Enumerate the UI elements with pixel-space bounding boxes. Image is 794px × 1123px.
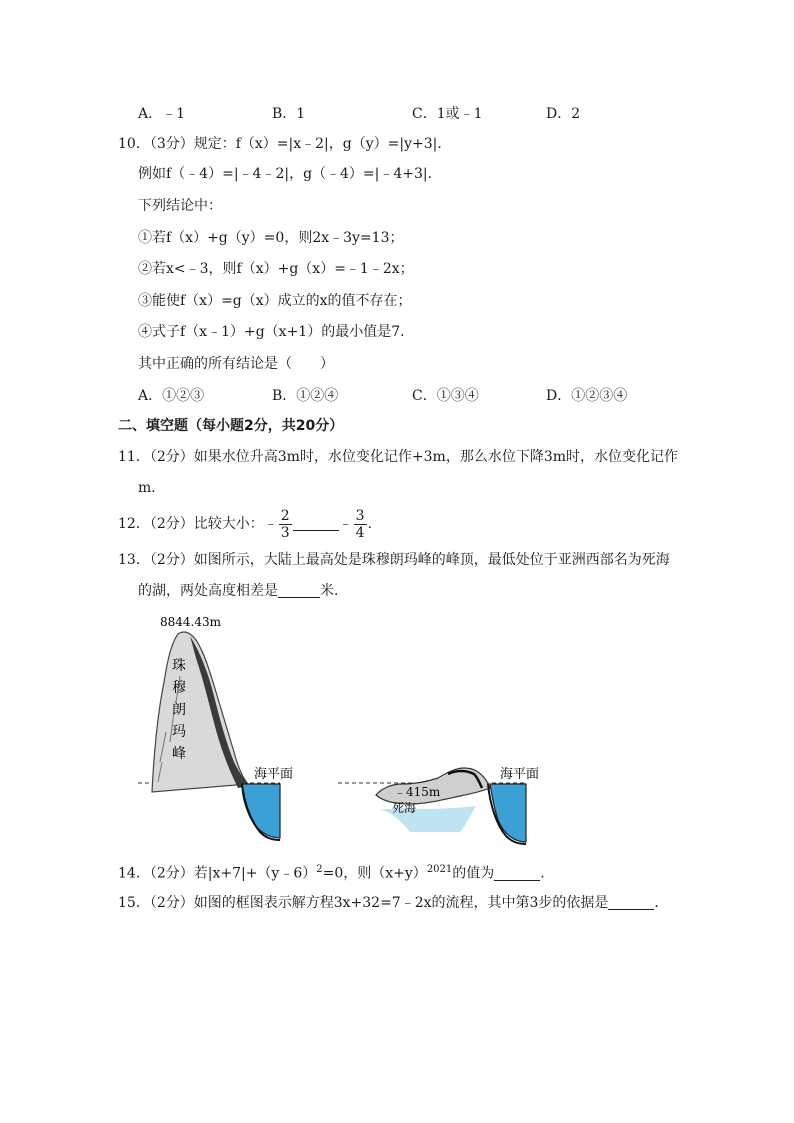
q13-text: 的湖，两处高度相差是 — [138, 583, 278, 599]
q14-exponent-1: 2 — [316, 864, 323, 875]
q14-stem — [118, 860, 554, 884]
right-water — [490, 784, 526, 842]
mountain-name-char-1: 珠 — [172, 658, 186, 674]
q9-option-d: D．2 — [546, 106, 581, 122]
sea-level-label-left: 海平面 — [254, 767, 294, 782]
q12-minus: ﹣ — [338, 516, 353, 532]
q10-question: 其中正确的所有结论是（ ） — [138, 356, 334, 372]
q12-suffix: ． — [367, 516, 382, 532]
q13-unit: 米． — [320, 583, 348, 599]
mountain-name-char-3: 朗 — [172, 702, 186, 718]
elevation-figure — [130, 612, 540, 848]
mountain-name-char-2: 穆 — [172, 680, 186, 696]
q14-end: ． — [540, 865, 555, 882]
q12-fraction-2-numerator: 3 — [355, 507, 365, 524]
q10-statement-4: ④式子f（x﹣1）+g（x+1）的最小值是7． — [138, 324, 415, 340]
q13-line2 — [138, 581, 348, 601]
q10-option-a: A．①②③ — [138, 388, 205, 404]
sea-level-label-right: 海平面 — [500, 767, 540, 782]
q15-text: 15．（2分）如图的框图表示解方程3x+32=7﹣2x的流程，其中第3步的依据是 — [118, 895, 609, 911]
q12-stem — [118, 506, 382, 542]
q10-statement-3: ③能使f（x）=g（x）成立的x的值不存在； — [138, 293, 412, 309]
q14-answer-blank[interactable] — [494, 866, 540, 881]
mountain-name-char-4: 玛 — [172, 724, 186, 740]
q10-option-d: D．①②③④ — [546, 388, 628, 404]
q15-end: ． — [654, 895, 669, 911]
q13-answer-blank[interactable] — [278, 583, 320, 598]
q11-unit: m． — [138, 480, 166, 496]
q12-fraction-2-denominator: 4 — [355, 524, 365, 541]
section-heading: 二、填空题（每小题2分，共20分） — [118, 418, 344, 434]
q9-option-c: C．1或﹣1 — [412, 106, 483, 122]
dead-sea-label: 死海 — [392, 801, 417, 815]
mountain-name-char-5: 峰 — [172, 746, 186, 762]
q10-statement-1: ①若f（x）+g（y）=0，则2x﹣3y=13； — [138, 230, 404, 246]
q14-text-1: 14．（2分）若|x+7|+（y﹣6） — [118, 865, 317, 882]
q14-text-2: =0，则（x+y） — [322, 865, 427, 882]
q11-stem: 11．（2分）如果水位升高3m时，水位变化记作+3m，那么水位下降3m时，水位变化记作 — [118, 449, 678, 465]
q14-text-3: 的值为 — [452, 865, 495, 882]
peak-height-label: 8844.43m — [160, 615, 222, 629]
elevation-illustration — [130, 612, 540, 848]
dead-sea-depth-label: ﹣415m — [394, 785, 441, 799]
q12-fraction-1 — [279, 508, 292, 541]
q9-option-a: A．﹣1 — [138, 106, 186, 122]
q10-statement-2: ②若x<﹣3，则f（x）+g（x）=﹣1﹣2x； — [138, 261, 414, 277]
q10-option-c: C．①③④ — [412, 388, 479, 404]
q14-exponent-2: 2021 — [426, 864, 453, 875]
q12-answer-blank[interactable] — [293, 516, 339, 531]
q10-conclusions-intro: 下列结论中： — [138, 198, 222, 214]
q10-example: 例如f（﹣4）=|﹣4﹣2|，g（﹣4）=|﹣4+3|． — [138, 166, 442, 182]
q12-fraction-1-denominator: 3 — [280, 524, 290, 541]
q15-stem — [118, 893, 668, 913]
q12-prefix: 12．（2分）比较大小：﹣ — [118, 516, 278, 532]
q9-option-b: B．1 — [272, 106, 306, 122]
q12-fraction-2 — [354, 508, 367, 541]
q10-stem: 10．（3分）规定：f（x）=|x﹣2|，g（y）=|y+3|． — [118, 136, 452, 152]
q13-stem: 13．（2分）如图所示，大陆上最高处是珠穆朗玛峰的峰顶，最低处位于亚洲西部名为死海 — [118, 552, 670, 568]
q12-fraction-1-numerator: 2 — [280, 507, 290, 524]
q10-option-b: B．①②④ — [272, 388, 339, 404]
q11-line2 — [138, 478, 165, 498]
q15-answer-blank[interactable] — [608, 895, 654, 910]
